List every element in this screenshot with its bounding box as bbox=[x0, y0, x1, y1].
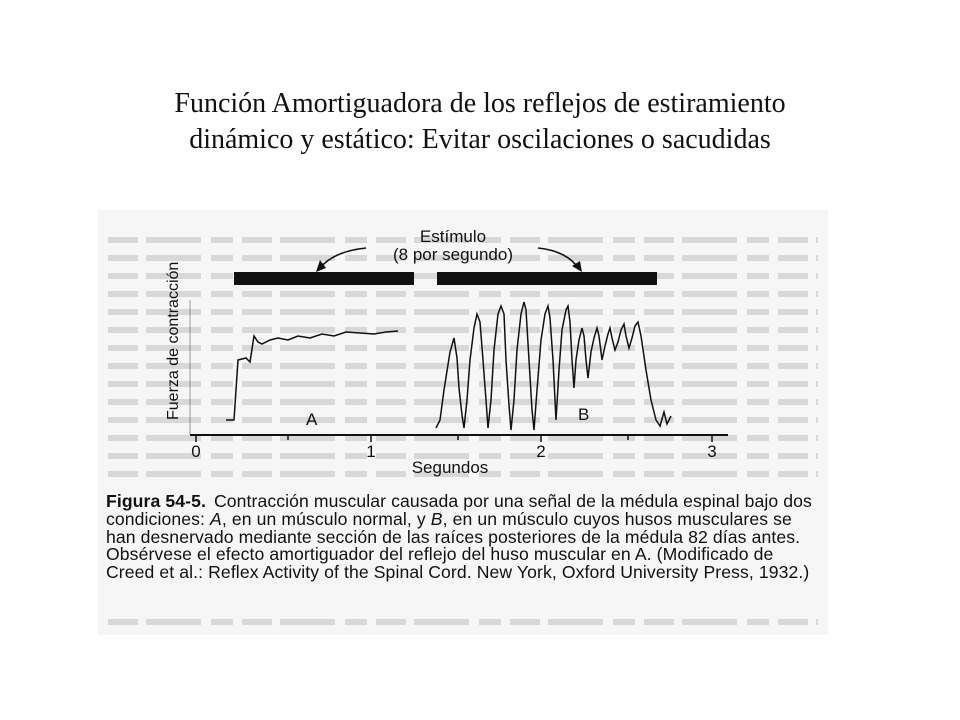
caption-cond-a: A bbox=[210, 508, 222, 529]
stimulus-arrow-left-head bbox=[316, 260, 326, 272]
scanned-figure bbox=[98, 210, 828, 635]
figure-number: Figura 54-5. bbox=[106, 491, 206, 511]
stimulus-rate-label: (8 por segundo) bbox=[392, 245, 514, 264]
slide-title-line-2: dinámico y estático: Evitar oscilaciones o sacudidas bbox=[189, 124, 771, 155]
x-tick-1: 1 bbox=[366, 442, 376, 461]
stimulus-bar-b bbox=[437, 272, 657, 285]
trace-b bbox=[436, 302, 671, 430]
x-tick-2: 2 bbox=[536, 442, 546, 461]
stimulus-bar-a bbox=[234, 272, 414, 285]
trace-a bbox=[226, 331, 398, 420]
x-tick-3: 3 bbox=[707, 442, 717, 461]
figure-caption bbox=[106, 493, 822, 582]
x-axis-label: Segundos bbox=[411, 458, 489, 477]
y-axis-label: Fuerza de contracción bbox=[165, 261, 182, 420]
trace-b-label: B bbox=[578, 405, 590, 424]
slide-title-line-1: Función Amortiguadora de los reflejos de estiramiento bbox=[174, 88, 786, 119]
caption-text-3: , en un músculo cuyos husos musculares se han desnervado mediante sección de las raíces posteriores de la médula 82 días antes. Obsérvese el efecto amortiguador del reflejo del huso muscular en A. (Modificado de Creed et al.: Reflex Activity of the Spinal Cord. New York, Oxford University Press, 1932.) bbox=[106, 508, 810, 583]
trace-a-label: A bbox=[306, 410, 318, 429]
caption-cond-b: B bbox=[430, 508, 443, 529]
x-tick-0: 0 bbox=[191, 442, 201, 461]
slide-title bbox=[0, 86, 960, 158]
caption-text-2: , en un músculo normal, y bbox=[221, 508, 431, 529]
stimulus-label: Estímulo bbox=[419, 227, 487, 246]
caption-text-1: Contracción muscular causada por una señal de la médula espinal bajo dos condiciones: bbox=[106, 491, 812, 529]
